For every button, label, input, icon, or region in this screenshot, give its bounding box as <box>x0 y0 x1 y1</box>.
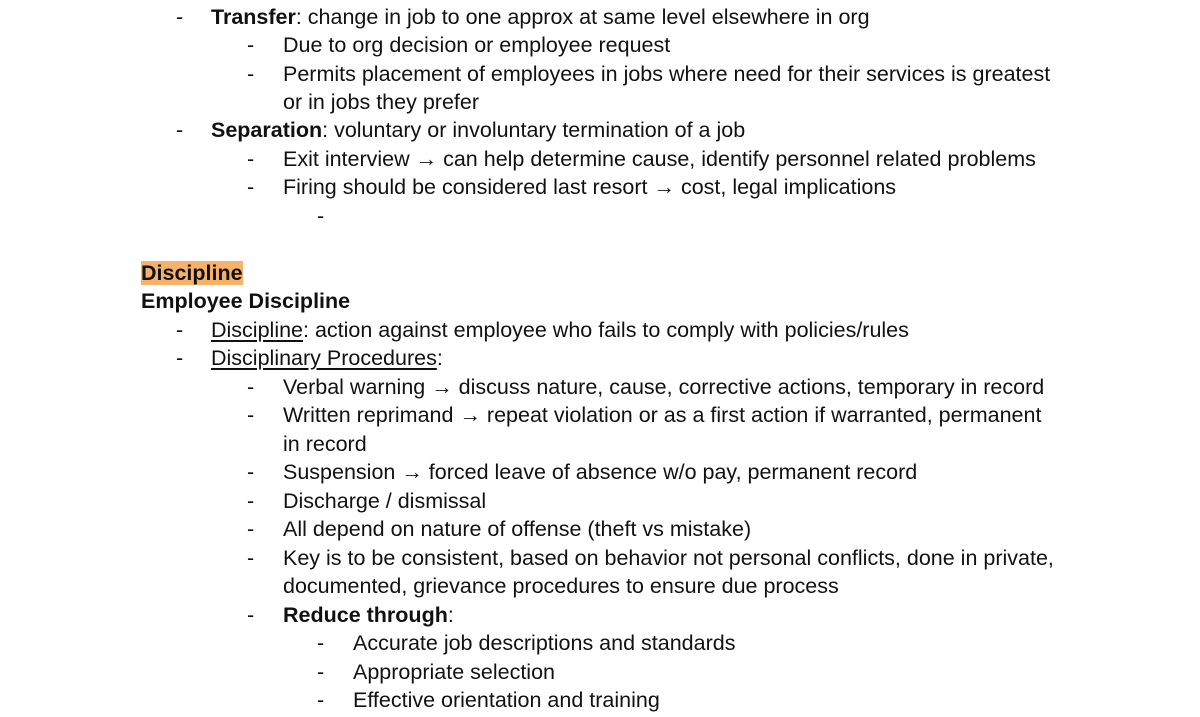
bullet-dash: - <box>176 318 184 342</box>
list-item: Accurate job descriptions and standards <box>353 631 736 655</box>
list-item: Verbal warning → discuss nature, cause, corrective actions, temporary in record <box>283 375 1045 399</box>
list-item-separation <box>211 116 745 145</box>
list-item-continuation: documented, grievance procedures to ensure due process <box>283 574 839 598</box>
term-separation: Separation <box>211 118 323 142</box>
list-item: Due to org decision or employee request <box>283 33 671 57</box>
list-item-procedures <box>211 344 443 373</box>
term-procedures-desc: : <box>436 346 443 370</box>
list-item-transfer <box>211 3 870 32</box>
bullet-dash: - <box>176 346 184 370</box>
bullet-dash: - <box>247 62 255 86</box>
list-item-reduce <box>283 601 454 630</box>
term-reduce-desc: : <box>447 603 454 627</box>
bullet-dash: - <box>317 631 325 655</box>
list-item-continuation: or in jobs they prefer <box>283 90 479 114</box>
list-item: Key is to be consistent, based on behavior not personal conflicts, done in private, <box>283 546 1054 570</box>
bullet-dash: - <box>247 375 255 399</box>
term-transfer-desc: : change in job to one approx at same level elsewhere in org <box>295 5 870 29</box>
bullet-dash: - <box>247 33 255 57</box>
term-reduce: Reduce through <box>283 603 448 627</box>
bullet-dash: - <box>247 603 255 627</box>
list-item: Exit interview → can help determine cause, identify personnel related problems <box>283 147 1036 171</box>
list-item: Appropriate selection <box>353 660 555 684</box>
bullet-dash: - <box>317 660 325 684</box>
section-title-highlight: Discipline <box>141 261 243 285</box>
list-item: Firing should be considered last resort → cost, legal implications <box>283 175 897 199</box>
bullet-dash: - <box>247 175 255 199</box>
bullet-dash: - <box>247 460 255 484</box>
term-procedures: Disciplinary Procedures <box>211 346 437 370</box>
term-discipline: Discipline <box>211 318 304 342</box>
bullet-dash: - <box>247 517 255 541</box>
bullet-dash: - <box>247 403 255 427</box>
bullet-dash: - <box>317 688 325 712</box>
bullet-dash: - <box>176 5 184 29</box>
section-title <box>141 259 243 288</box>
bullet-dash: - <box>317 204 325 228</box>
bullet-dash: - <box>247 489 255 513</box>
term-separation-desc: : voluntary or involuntary termination of a job <box>322 118 746 142</box>
list-item: Written reprimand → repeat violation or as a first action if warranted, permanent <box>283 403 1042 427</box>
term-transfer: Transfer <box>211 5 296 29</box>
list-item: Effective orientation and training <box>353 688 660 712</box>
list-item-continuation: in record <box>283 432 367 456</box>
subheading: Employee Discipline <box>141 289 351 313</box>
bullet-dash: - <box>176 118 184 142</box>
list-item: All depend on nature of offense (theft vs mistake) <box>283 517 752 541</box>
list-item: Suspension → forced leave of absence w/o pay, permanent record <box>283 460 918 484</box>
list-item: Discharge / dismissal <box>283 489 487 513</box>
bullet-dash: - <box>247 147 255 171</box>
term-discipline-desc: : action against employee who fails to comply with policies/rules <box>303 318 909 342</box>
bullet-dash: - <box>247 546 255 570</box>
list-item-discipline-def <box>211 316 909 345</box>
list-item: Permits placement of employees in jobs where need for their services is greatest <box>283 62 1051 86</box>
